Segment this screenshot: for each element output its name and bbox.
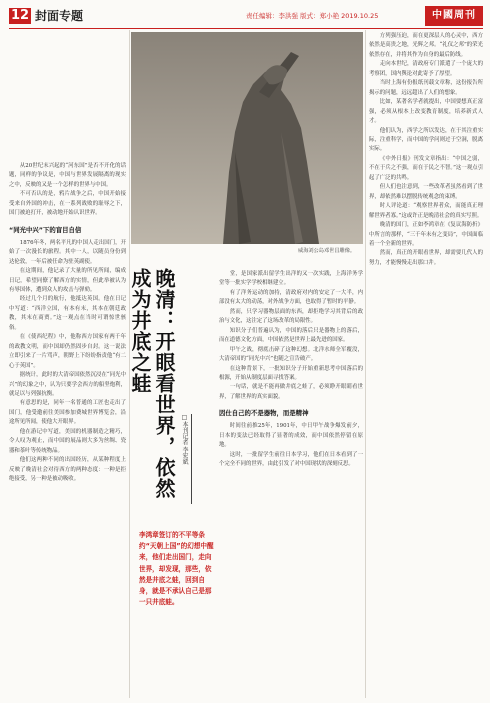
paragraph: 走向本世纪，清政府专门派遣了一个庞大的考察团，国内舆论对此寄予了厚望。: [369, 61, 483, 77]
paragraph: 经过几个月的航行，他抵达英国。他在日记中写道：“西洋立国，有本有末，其本在朝廷政教，其末在商贾。”这一观点在当时可谓惊世骇俗。: [9, 296, 126, 331]
paragraph: 当时上海有份报纸刊载文章称，这份报告所揭示的问题，远远超出了人们的想象。: [369, 80, 483, 96]
paragraph: 从20世纪末兴起的“河东国”是否不开化的话题，同样的争议是，中国与世界发展隔离的现实之中，反映的又是一个怎样的世界与中国。: [9, 163, 126, 188]
article-column-4: [369, 32, 483, 698]
header-rule: [9, 28, 483, 29]
paragraph: 他们这两种不同的出国经历，从某种程度上反映了晚清社会对待西方的两种态度：一种是拒绝接受，另一种是被动吸收。: [9, 457, 126, 483]
photo-caption: 威海刘公岛邓世昌雕像。: [298, 248, 356, 254]
paragraph: 然而，真正的开眼看世界，却需要几代人的努力，才能慢慢走出那口井。: [369, 250, 483, 266]
paragraph: 他们认为，西学之所以发达，在于其注重实际，注重科学，而中国的学问则过于空洞，脱离实际。: [369, 127, 483, 153]
subheading: “同光中兴”下的盲目自信: [9, 225, 82, 234]
title-block: [128, 268, 210, 508]
paragraph: 他在游记中写道，美国的机器制造之精巧，令人叹为观止，而中国的展品则大多为丝绸、瓷器和茶叶等传统物品。: [9, 428, 126, 454]
paragraph: 据统计，此时的大清帝国依然沉浸在“同光中兴”的幻象之中，认为只要学会西方的船坚炮利，就足以与列强抗衡。: [9, 372, 126, 397]
paragraph: 这时，一批留学生前往日本学习，他们在日本看到了一个完全不同的世界，由此引发了对中国现状的深刻反思。: [219, 451, 363, 468]
page-number: 12: [10, 8, 30, 23]
article-column-3: [219, 270, 363, 698]
paragraph: 《中外日报》刊发文章指出：“中国之弱，不在于兵之不强，而在于民之不智。”这一观点引起了广泛的共鸣。: [369, 155, 483, 181]
paragraph: 堂，是国家派出留学生出洋的又一次实践，上海洋务学堂等一批实学学校相继建立。: [219, 271, 363, 287]
statue-photo: [131, 32, 363, 244]
subheading: 因仕自己的不是器物，而是精神: [219, 409, 309, 418]
paragraph: 方列强压迫，而在更深层人的心灵中，西方依然是高贵之地，光辉之邦。“礼仪之邦”的荣光依然存在，并将其作为自身的最后防线。: [369, 33, 483, 58]
paragraph: 在这期间，他记录了大量的所见所闻，编成日记，希望同僚了解西方的实情，但此举被认为有辱国体，遭到众人的攻击与弹劾。: [9, 268, 126, 293]
byline: □本刊记者 李宏斌: [180, 414, 192, 504]
paragraph: 在《使西纪程》中，他称西方国家有两千年的政教文明，而中国却仍然固步自封。这一说法立即引来了一片骂声，朝野上下纷纷指责他“有二心于英国”。: [9, 334, 126, 369]
paragraph: 在这种背景下，一批知识分子开始重新思考中国落后的根源，开始从制度层面寻找答案。: [219, 365, 363, 381]
column-divider: [365, 30, 366, 698]
page-header: [0, 0, 490, 28]
paragraph: 不可否认的是，鸦片战争之后，中国开始接受来自外国的冲击，在一系列战败的耻辱之下，国门被迫打开，被动地开始认识世界。: [9, 191, 126, 217]
article-column-1: [9, 162, 126, 698]
paragraph: 甲午之战，彻底击碎了这种幻想。北洋水师全军覆没，大清帝国的“同光中兴”也随之宣告破产。: [219, 346, 363, 363]
magazine-logo: 中國周刊: [425, 6, 483, 26]
paragraph: 比如，某著名学者就提出，中国要想真正富强，必须从根本上改变教育制度，培养新式人才。: [369, 99, 483, 125]
paragraph: 然而，只学习器物层面的东西，却拒绝学习其背后的政治与文化，这注定了这场改革的局限性。: [219, 308, 363, 325]
paragraph: 1876年冬，两名平凡的中国人走出国门，开始了一次漫长的旅程。其中一人，以随员身份到达伦敦，一年后被任命为驻英副使。: [9, 239, 126, 265]
editor-meta: 责任编辑：李洪强 版式：郑小艳 2019.10.25: [246, 12, 379, 20]
paragraph: 时间往前推25年，1901年，中日甲午战争爆发前夕，日本的变法已经取得了显著的成效，而中国依然停留在原地。: [219, 423, 363, 449]
statue-image: [131, 32, 363, 244]
paragraph: 有意思的是，同年一名普通的工匠也走出了国门，他受邀前往美国参加费城世界博览会，沿途所见所闻，使他大开眼界。: [9, 400, 126, 426]
paragraph: 有了洋务运动的加持，清政府对内的安定了一大半，内部没有太大的动荡，对外战争方面，也取得了暂时的平静。: [219, 289, 363, 306]
pull-quote: 李鸿章签订的不平等条约“天朝上国”的幻想中醒来，他们走出国门，走向世界，却发现，那些，依然是井底之蛙，回到自身，就是不承认自己是那一只井底蛙。: [139, 531, 214, 607]
paragraph: 晚清的国门，正如李鸿章在《复议海防折》中所言的那样，“三千年未有之变局”，中国面临着一个全新的世界。: [369, 222, 483, 247]
paragraph: 一句话，就是不能再做井底之蛙了，必须睁开眼睛看世界，了解世界的真实面貌。: [219, 384, 363, 400]
paragraph: 但人们也注意到，一些改革者虽然看到了世界，却依然难以摆脱传统观念的束缚。: [369, 184, 483, 200]
section-title: 封面专题: [35, 9, 84, 23]
paragraph: 时人评论道：“观察世界者众，而能真正理解世界者寡。”这或许正是晚清社会的真实写照。: [369, 203, 483, 219]
article-title: 晚清：开眼看世界，依然成为井底之蛙: [128, 268, 176, 499]
paragraph: 知识分子们普遍认为，中国的落后只是器物上的落后，而在道德文化方面，中国依然是世界上最先进的国家。: [219, 327, 363, 344]
